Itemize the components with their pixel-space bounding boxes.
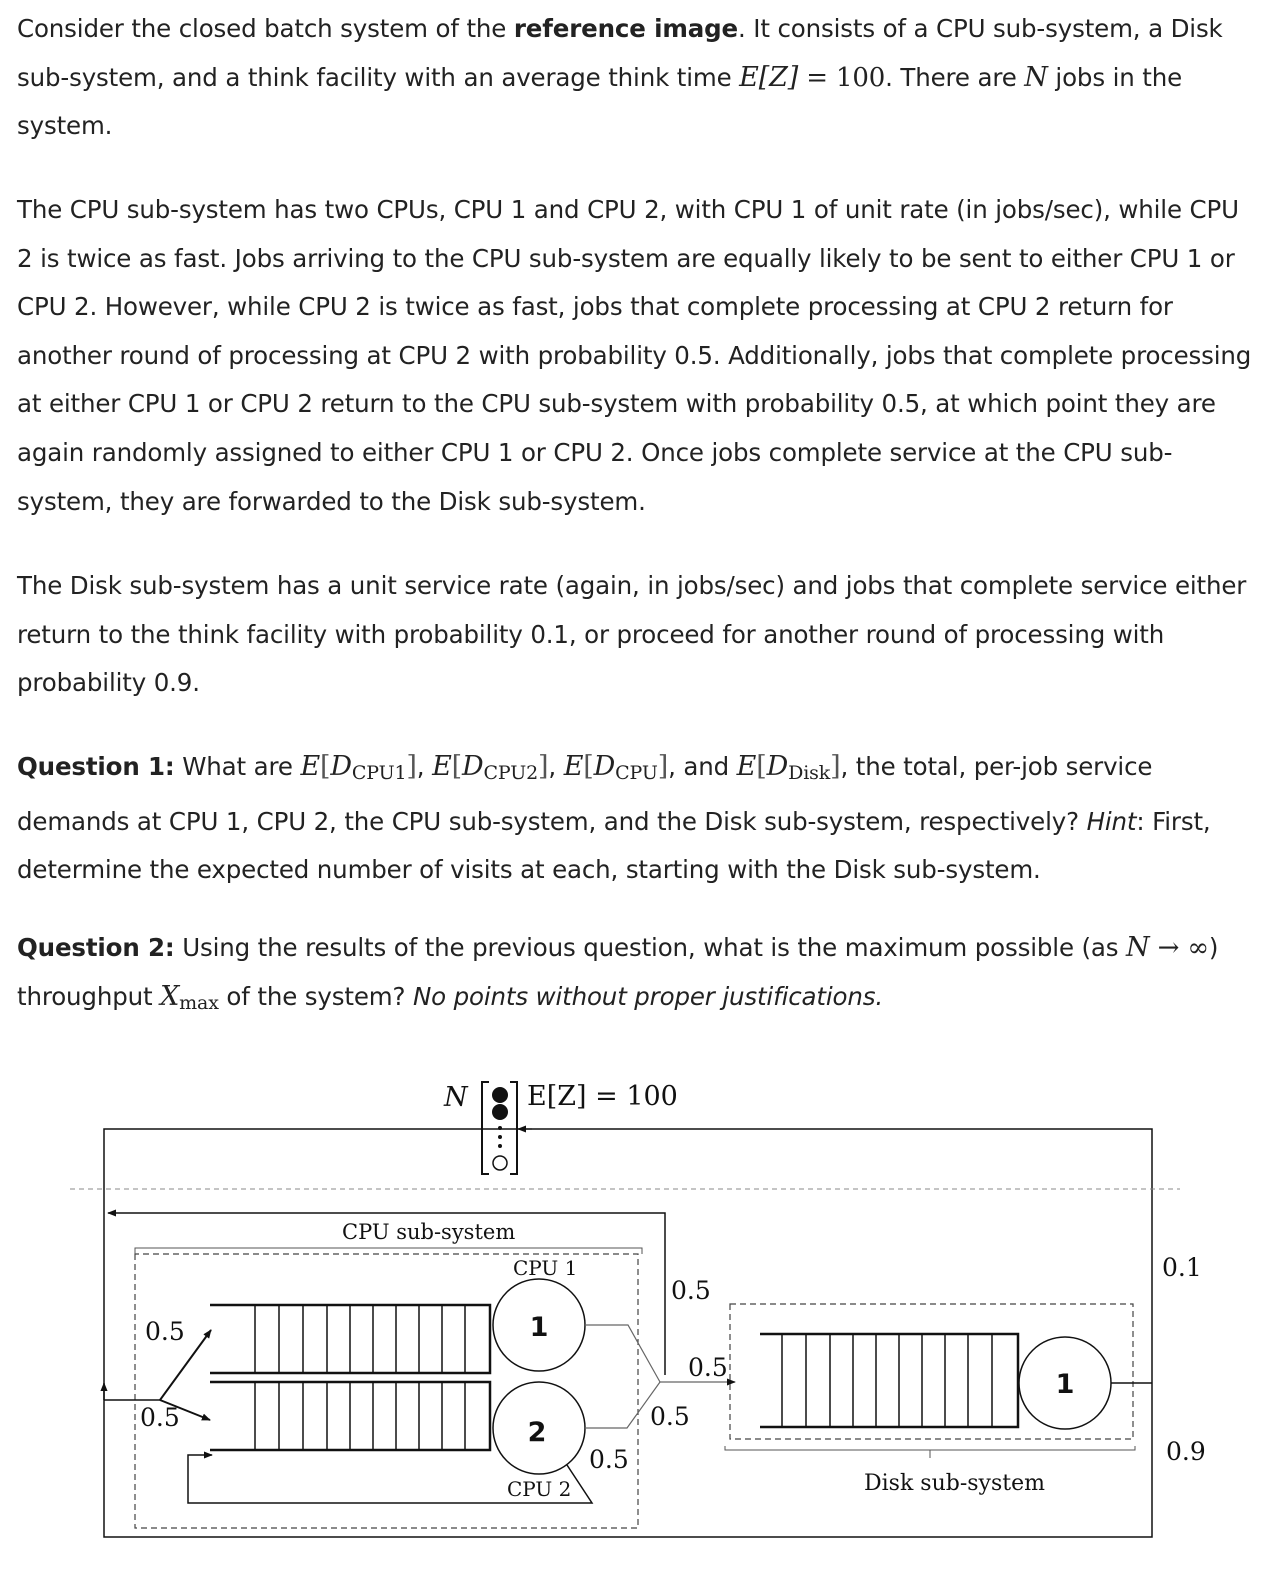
intro-bold: reference image	[513, 14, 738, 43]
diagram-disk-loop-prob: 0.9	[1166, 1437, 1206, 1466]
math-eq: = 100	[798, 62, 886, 93]
cpu2-queue	[210, 1382, 490, 1450]
question-1: Question 1: What are $E[D_{CPU1}]$, $E[D_{CPU2}]$, $E[D_{CPU}]$, and $E[D_{Disk}]$, the total, per-job service demands at CPU 1, CPU 2, the CPU sub-system, and the Disk sub-system, respectively? Hint: First, determine the expected number of visits at each, starting with the Disk sub-system.	[17, 751, 1211, 885]
q1-math-d1: D	[330, 751, 352, 782]
cpu1-queue	[210, 1305, 490, 1373]
diagram-cpu-feedback-prob: 0.5	[671, 1276, 711, 1305]
q1-math-e4: E	[736, 751, 757, 782]
q1-math-d4: D	[766, 751, 789, 782]
diagram-cpu2-loop-prob: 0.5	[589, 1445, 629, 1474]
q1-text-3: : First, determine the expected number of visits at each, starting with the Disk sub-system.	[17, 806, 1211, 885]
q1-math-d3: D	[593, 751, 616, 782]
diagram-disk-subsystem-label: Disk sub-system	[864, 1471, 1045, 1496]
q1-text-1: What are	[174, 752, 301, 781]
diagram-cpu2-label: CPU 2	[507, 1477, 572, 1501]
q2-italic: No points without proper justifications.	[412, 981, 883, 1011]
q2-math-xsub: max	[179, 991, 219, 1014]
intro-text-3: . There are	[885, 62, 1025, 92]
intro-text-4: jobs in the system.	[17, 62, 1182, 141]
math-n: N	[1024, 61, 1048, 93]
paragraph-disk: The Disk sub-system has a unit service rate (again, in jobs/sec) and jobs that complete service either return to the think facility with probability 0.1, or proceed for another round of processing with probability 0.9.	[17, 571, 1247, 698]
q1-hint: Hint	[1086, 806, 1137, 836]
q2-math-x: X	[160, 980, 180, 1012]
q1-math-e2: E	[432, 751, 452, 782]
q2-text-2: ) throughput	[17, 933, 1219, 1011]
diagram-disk-think-prob: 0.1	[1162, 1253, 1202, 1282]
q1-sub-cpu2: CPU2	[483, 762, 539, 784]
q1-sub-cpu: CPU	[615, 762, 658, 784]
cpu2-output	[585, 1382, 660, 1428]
diagram-cpu1-rate: 1	[529, 1312, 549, 1343]
q2-text-3: of the system?	[218, 981, 413, 1011]
diagram-think-label: E[Z] = 100	[527, 1081, 678, 1112]
disk-subsystem-brace	[725, 1446, 1135, 1458]
q2-label: Question 2:	[17, 933, 175, 962]
q1-math-e1: E	[300, 751, 320, 782]
q1-sub-disk: Disk	[788, 762, 831, 784]
q1-sub-cpu1: CPU1	[351, 762, 407, 784]
intro-text-2: . It consists of a CPU sub-system, a Disk sub-system, and a think facility with an average think time	[17, 14, 1223, 92]
q2-text-1: Using the results of the previous question, what is the maximum possible (as	[174, 933, 1127, 962]
intro-text-1: Consider the closed batch system of the	[17, 14, 514, 43]
q1-math-e3: E	[563, 751, 584, 782]
disk-queue	[760, 1334, 1018, 1427]
diagram-disk-rate: 1	[1055, 1369, 1075, 1400]
diagram-cpu-exit-prob: 0.5	[688, 1353, 728, 1382]
q2-math-arrow: → ∞	[1149, 933, 1209, 963]
q1-label: Question 1:	[17, 752, 175, 781]
q1-and: and	[683, 752, 730, 781]
diagram-cpu1-label: CPU 1	[513, 1256, 578, 1280]
q2-math-n: N	[1126, 932, 1150, 963]
cpu-subsystem-brace	[135, 1248, 642, 1254]
q1-math-d2: D	[462, 751, 484, 782]
diagram-split-bottom: 0.5	[140, 1403, 180, 1432]
math-ez: E[Z]	[739, 61, 799, 93]
diagram-n-label: N	[444, 1082, 468, 1113]
diagram-split-top: 0.5	[145, 1317, 185, 1346]
q1-text-2: , the total, per-job service demands at CPU 1, CPU 2, the CPU sub-system, and the Disk sub-system, respectively?	[17, 752, 1153, 836]
diagram-cpu-subsystem-label: CPU sub-system	[342, 1220, 516, 1244]
cpu1-output	[585, 1325, 660, 1382]
paragraph-cpu: The CPU sub-system has two CPUs, CPU 1 and CPU 2, with CPU 1 of unit rate (in jobs/sec), while CPU 2 is twice as fast. Jobs arriving to the CPU sub-system are equally likely to be sent to either CPU 1 or CPU 2. However, while CPU 2 is twice as fast, jobs that complete processing at CPU 2 return for another round of processing at CPU 2 with probability 0.5. Additionally, jobs that complete processing at either CPU 1 or CPU 2 return to the CPU sub-system with probability 0.5, at which point they are again randomly assigned to either CPU 1 or CPU 2. Once jobs complete service at the CPU sub-system, they are forwarded to the Disk sub-system.	[17, 195, 1252, 516]
diagram-cpu2-rate: 2	[527, 1417, 547, 1448]
diagram-cpu2-exit-prob: 0.5	[650, 1402, 690, 1431]
